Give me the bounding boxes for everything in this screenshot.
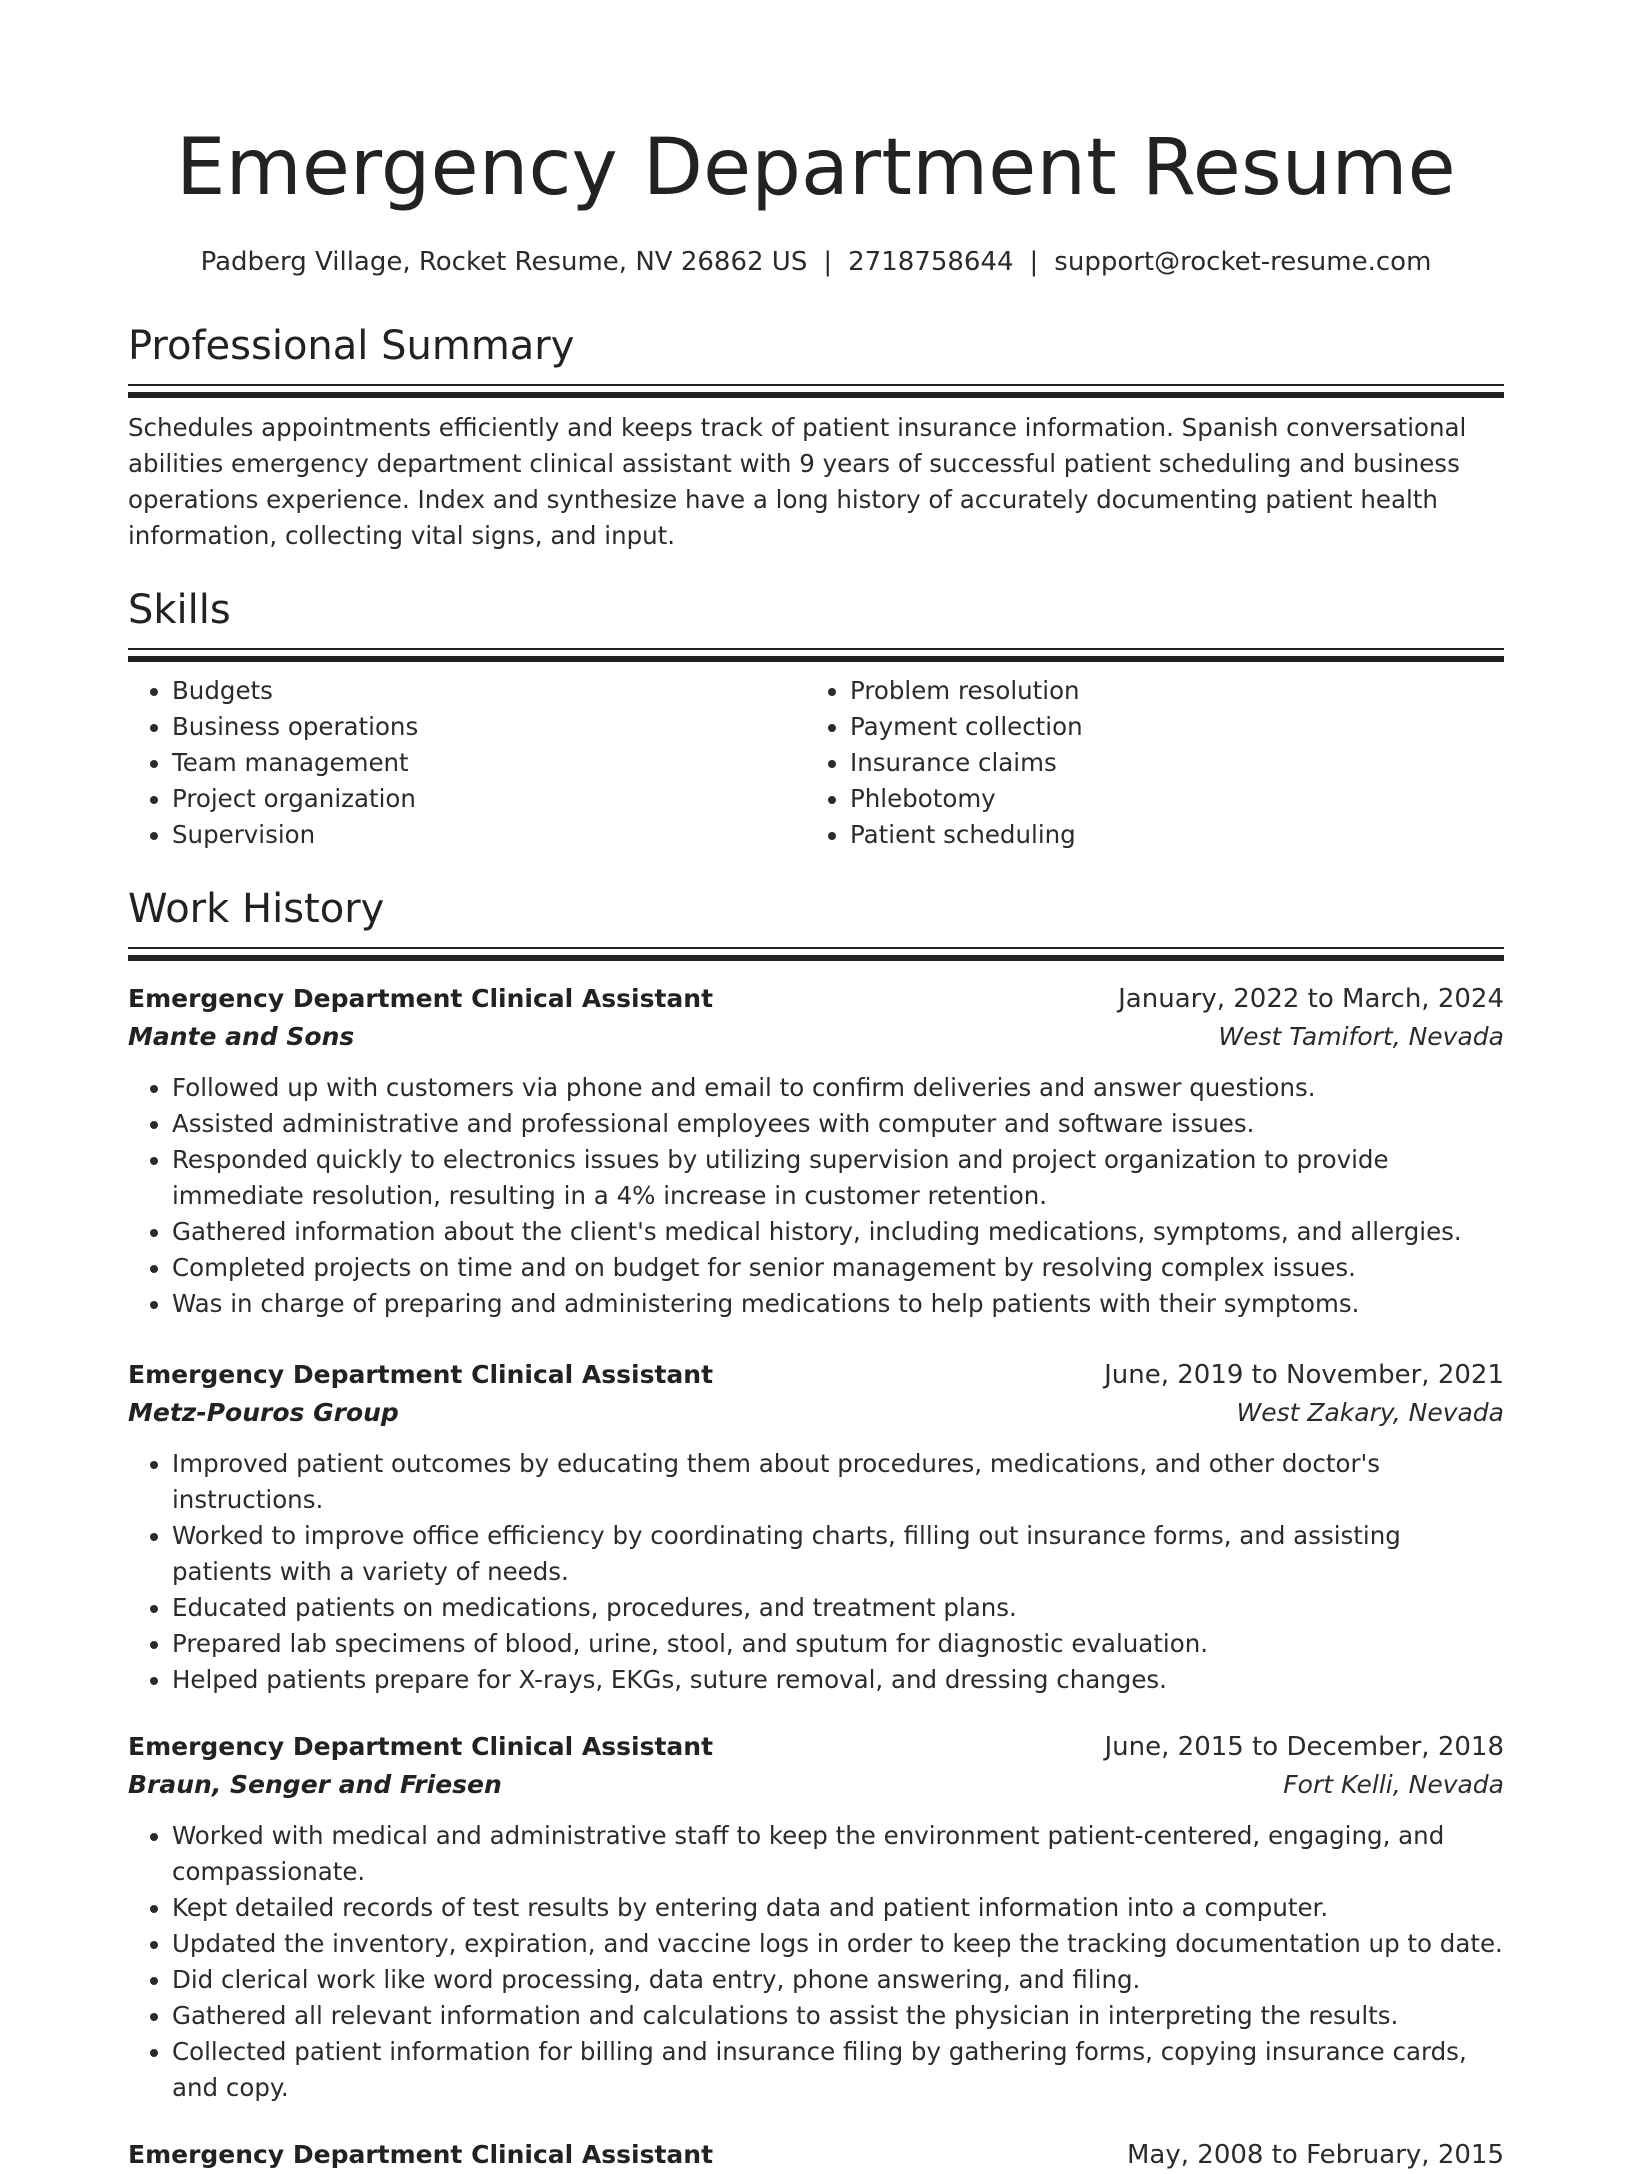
job-bullet: • Worked with medical and administrative staff to keep the environment patient-centered, engaging, and compassionate. (172, 1818, 1504, 1890)
job-bullet: • Completed projects on time and on budget for senior management by resolving complex issues. (172, 1250, 1504, 1286)
contact-email: support@rocket-resume.com (1054, 247, 1432, 277)
job-location: Fort Kelli, Nevada (1283, 1770, 1504, 1799)
job-bullet: • Educated patients on medications, procedures, and treatment plans. (172, 1590, 1504, 1626)
job-bullet: • Worked to improve office efficiency by coordinating charts, filling out insurance forms, and assisting patients with a variety of needs. (172, 1518, 1504, 1590)
skill-item: • Patient scheduling (850, 817, 1484, 853)
contact-address: Padberg Village, Rocket Resume, NV 26862 US (200, 247, 808, 277)
skill-item: • Team management (172, 745, 806, 781)
job-dates: June, 2015 to December, 2018 (1104, 1732, 1504, 1762)
skill-item: • Insurance claims (850, 745, 1484, 781)
section-divider (128, 947, 1504, 962)
job-header (128, 980, 1504, 1018)
skills-heading: Skills (128, 587, 231, 633)
skills-list (128, 673, 1504, 853)
job-bullet: • Followed up with customers via phone and email to confirm deliveries and answer questions. (172, 1070, 1504, 1106)
section-divider (128, 384, 1504, 399)
resume-title: Emergency Department Resume (176, 123, 1456, 213)
job-header (128, 1728, 1504, 1766)
job-entry (128, 1728, 1504, 2106)
skills-column-left (128, 673, 806, 853)
job-title: Emergency Department Clinical Assistant (128, 1732, 714, 1761)
resume-page (128, 0, 1504, 2174)
job-entry (128, 1356, 1504, 1698)
job-entry (128, 2136, 1504, 2174)
skill-item: • Payment collection (850, 709, 1484, 745)
job-bullet: • Responded quickly to electronics issues by utilizing supervision and project organization to provide immediate resolution, resulting in a 4% increase in customer retention. (172, 1142, 1504, 1214)
summary-heading: Professional Summary (128, 323, 575, 369)
job-header (128, 2136, 1504, 2174)
job-bullet: • Gathered all relevant information and calculations to assist the physician in interpreting the results. (172, 1998, 1504, 2034)
skill-item: • Business operations (172, 709, 806, 745)
job-subheader (128, 1766, 1504, 1804)
job-bullet: • Did clerical work like word processing, data entry, phone answering, and filing. (172, 1962, 1504, 1998)
job-bullet: • Gathered information about the client's medical history, including medications, symptoms, and allergies. (172, 1214, 1504, 1250)
job-bullet: • Assisted administrative and professional employees with computer and software issues. (172, 1106, 1504, 1142)
job-bullet: • Helped patients prepare for X-rays, EKGs, suture removal, and dressing changes. (172, 1662, 1504, 1698)
job-dates: May, 2008 to February, 2015 (1127, 2140, 1504, 2170)
skills-column-right (806, 673, 1484, 853)
job-location: West Zakary, Nevada (1236, 1398, 1504, 1427)
job-bullet: • Collected patient information for billing and insurance filing by gathering forms, copying insurance cards, and copy. (172, 2034, 1504, 2106)
skills-section (128, 584, 1504, 853)
job-dates: January, 2022 to March, 2024 (1118, 984, 1504, 1014)
job-company: Metz-Pouros Group (128, 1398, 399, 1427)
job-location: West Tamifort, Nevada (1218, 1022, 1504, 1051)
job-title: Emergency Department Clinical Assistant (128, 1360, 714, 1389)
section-divider (128, 648, 1504, 663)
summary-text: Schedules appointments efficiently and keeps track of patient insurance information. Spanish conversational abilities emergency department clinical assistant with 9 years of successful patient scheduling and business operations experience. Index and synthesize have a long history of accurately documenting patient health information, collecting vital signs, and input. (128, 413, 1467, 550)
skill-item: • Budgets (172, 673, 806, 709)
contact-separator: | (1029, 247, 1039, 277)
job-bullet: • Prepared lab specimens of blood, urine, stool, and sputum for diagnostic evaluation. (172, 1626, 1504, 1662)
job-title: Emergency Department Clinical Assistant (128, 2140, 714, 2169)
job-bullets (128, 1818, 1504, 2106)
work-history-heading: Work History (128, 886, 385, 932)
summary-section (128, 320, 1504, 554)
job-company: Mante and Sons (128, 1022, 355, 1051)
job-subheader (128, 1018, 1504, 1056)
job-bullet: • Improved patient outcomes by educating them about procedures, medications, and other doctor's instructions. (172, 1446, 1504, 1518)
skill-item: • Supervision (172, 817, 806, 853)
job-title: Emergency Department Clinical Assistant (128, 984, 714, 1013)
job-company: Braun, Senger and Friesen (128, 1770, 502, 1799)
job-bullet: • Updated the inventory, expiration, and vaccine logs in order to keep the tracking documentation up to date. (172, 1926, 1504, 1962)
job-bullet: • Kept detailed records of test results by entering data and patient information into a computer. (172, 1890, 1504, 1926)
job-bullets (128, 1070, 1504, 1322)
job-entry (128, 980, 1504, 1322)
skill-item: • Phlebotomy (850, 781, 1484, 817)
job-subheader (128, 1394, 1504, 1432)
job-header (128, 1356, 1504, 1394)
contact-separator: | (823, 247, 833, 277)
work-history-section (128, 883, 1504, 2174)
job-dates: June, 2019 to November, 2021 (1104, 1360, 1504, 1390)
skill-item: • Project organization (172, 781, 806, 817)
contact-line (128, 244, 1504, 280)
job-bullets (128, 1446, 1504, 1698)
job-bullet: • Was in charge of preparing and administering medications to help patients with their symptoms. (172, 1286, 1504, 1322)
skill-item: • Problem resolution (850, 673, 1484, 709)
contact-phone: 2718758644 (848, 247, 1014, 277)
